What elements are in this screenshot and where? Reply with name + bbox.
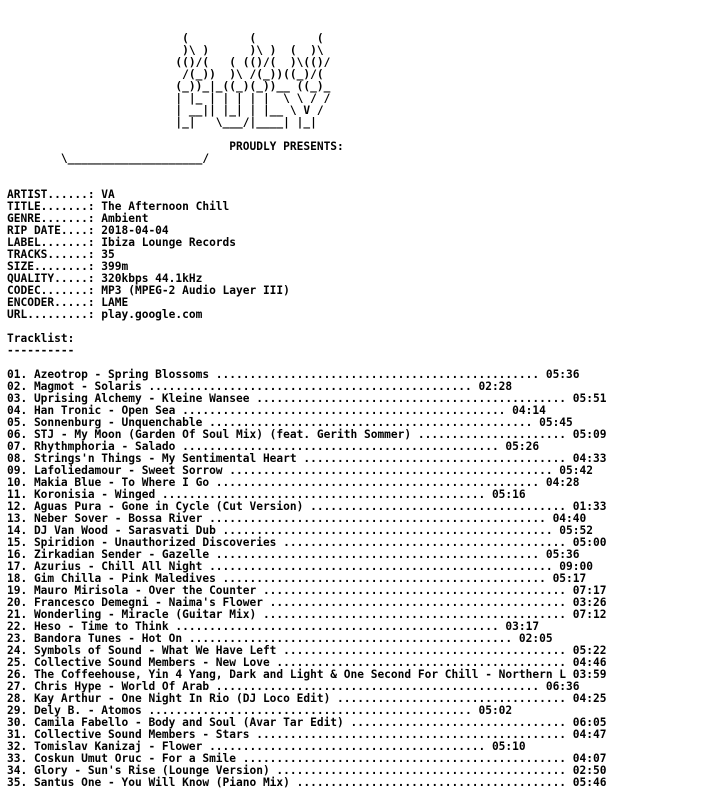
track-row: 07. Rhythmphoria - Salado ............................................... 05:26 <box>7 440 540 453</box>
track-row: 05. Sonnenburg - Unquenchable ................................................ 05:45 <box>7 416 573 429</box>
track-row: 26. The Coffeehouse, Yin 4 Yang, Dark and Light & One Second For Chill - Northern L 03:59 <box>7 668 607 681</box>
banner-art-line: | |_ | | | | | \ \ / / <box>7 92 331 105</box>
track-row: 16. Zirkadian Sender - Gazelle ................................................ 05:36 <box>7 548 580 561</box>
tracklist-rule: ---------- <box>7 344 75 357</box>
proudly-presents: PROUDLY PRESENTS: <box>7 140 344 153</box>
banner-art-line: )\ ) )\ ) ( )\ <box>7 44 324 57</box>
track-row: 18. Gim Chilla - Pink Maledives ................................................ 05:17 <box>7 572 587 585</box>
track-row: 01. Azeotrop - Spring Blossoms ................................................ 05:36 <box>7 368 580 381</box>
info-artist: ARTIST......: VA <box>7 188 115 201</box>
track-row: 32. Tomislav Kanizaj - Flower ......................................... 05:10 <box>7 740 526 753</box>
track-row: 24. Symbols of Sound - What We Have Left .......................................... 05:22 <box>7 644 607 657</box>
info-title: TITLE.......: The Afternoon Chill <box>7 200 230 213</box>
track-row: 22. Heso - Time to Think ................................................ 03:17 <box>7 620 540 633</box>
track-row: 03. Uprising Alchemy - Kleine Wansee .............................................. 05:51 <box>7 392 607 405</box>
track-row: 23. Bandora Tunes - Hot On ................................................ 02:05 <box>7 632 553 645</box>
spacer <box>7 321 606 333</box>
banner-art-line: | __|| |_| | |__ \ V / <box>7 104 324 117</box>
track-row: 17. Azurius - Chill All Night ................................................... 09:00 <box>7 560 593 573</box>
track-row: 25. Collective Sound Members - New Love ........................................... 04:46 <box>7 656 607 669</box>
tracklist-heading: Tracklist: <box>7 332 75 345</box>
info-quality: QUALITY.....: 320kbps 44.1kHz <box>7 272 203 285</box>
track-row: 13. Neber Sover - Bossa River .................................................. 04:40 <box>7 512 587 525</box>
info-encoder: ENCODER.....: LAME <box>7 296 129 309</box>
spacer <box>7 165 606 177</box>
track-row: 21. Wonderling - Miracle (Guitar Mix) ............................................. 07:12 <box>7 608 607 621</box>
banner-underline: \____________________/ <box>7 152 210 165</box>
track-row: 08. Strings'n Things - My Sentimental Heart ....................................... 04:33 <box>7 452 607 465</box>
track-row: 35. Santus One - You Will Know (Piano Mix) ........................................ 05:46 <box>7 776 607 789</box>
track-row: 33. Coskun Umut Oruc - For a Smile ................................................ 04:07 <box>7 752 607 765</box>
track-row: 09. Lafoliedamour - Sweet Sorrow ................................................ 05:42 <box>7 464 593 477</box>
track-row: 30. Camila Fabello - Body and Soul (Avar Tar Edit) ................................ 06:05 <box>7 716 607 729</box>
info-size: SIZE........: 399m <box>7 260 129 273</box>
track-row: 11. Koronisia - Winged ................................................ 05:16 <box>7 488 526 501</box>
info-label: LABEL.......: Ibiza Lounge Records <box>7 236 237 249</box>
track-row: 34. Glory - Sun's Rise (Lounge Version) ........................................... 02:50 <box>7 764 607 777</box>
track-row: 29. Dely B. - Atomos ................................................ 05:02 <box>7 704 513 717</box>
track-row: 04. Han Tronic - Open Sea ................................................ 04:14 <box>7 404 546 417</box>
info-rip-date: RIP DATE....: 2018-04-04 <box>7 224 169 237</box>
banner-art-line: ( ( ( <box>7 32 324 45</box>
banner-art-line: /(_)) )\ /(_))((_)/( <box>7 68 324 81</box>
track-row: 14. DJ Van Wood - Sarasvati Dub ................................................. 05:52 <box>7 524 593 537</box>
track-row: 06. STJ - My Moon (Garden Of Soul Mix) (feat. Gerith Sommer) ...................... 05:09 <box>7 428 607 441</box>
track-row: 02. Magmot - Solaris ................................................ 02:28 <box>7 380 513 393</box>
info-codec: CODEC.......: MP3 (MPEG-2 Audio Layer III) <box>7 284 290 297</box>
track-row: 10. Makia Blue - To Where I Go ................................................ 04:28 <box>7 476 580 489</box>
track-row: 19. Mauro Mirisola - Over the Counter ............................................. 07:17 <box>7 584 607 597</box>
info-tracks: TRACKS......: 35 <box>7 248 115 261</box>
banner-art-line: |_| \___/|____| |_| <box>7 116 317 129</box>
banner-art-line: (_))_|_((_)(_))__ ((_)_ <box>7 80 331 93</box>
track-row: 12. Aguas Pura - Gone in Cycle (Cut Version) ...................................... 01:33 <box>7 500 607 513</box>
track-row: 20. Francesco Demegni - Naima's Flower ............................................ 03:26 <box>7 596 607 609</box>
track-row: 28. Kay Arthur - One Night In Rio (DJ Loco Edit) .................................. 04:25 <box>7 692 607 705</box>
banner-art-line: (()/( ( (()/( )\(()/ <box>7 56 331 69</box>
nfo-document <box>7 33 606 789</box>
track-row: 27. Chris Hype - World Of Arab ................................................ 06:36 <box>7 680 580 693</box>
track-row: 15. Spiridion - Unauthorized Discoveries .......................................... 05:00 <box>7 536 607 549</box>
track-row: 31. Collective Sound Members - Stars .............................................. 04:47 <box>7 728 607 741</box>
info-url: URL.........: play.google.com <box>7 308 203 321</box>
info-genre: GENRE.......: Ambient <box>7 212 149 225</box>
